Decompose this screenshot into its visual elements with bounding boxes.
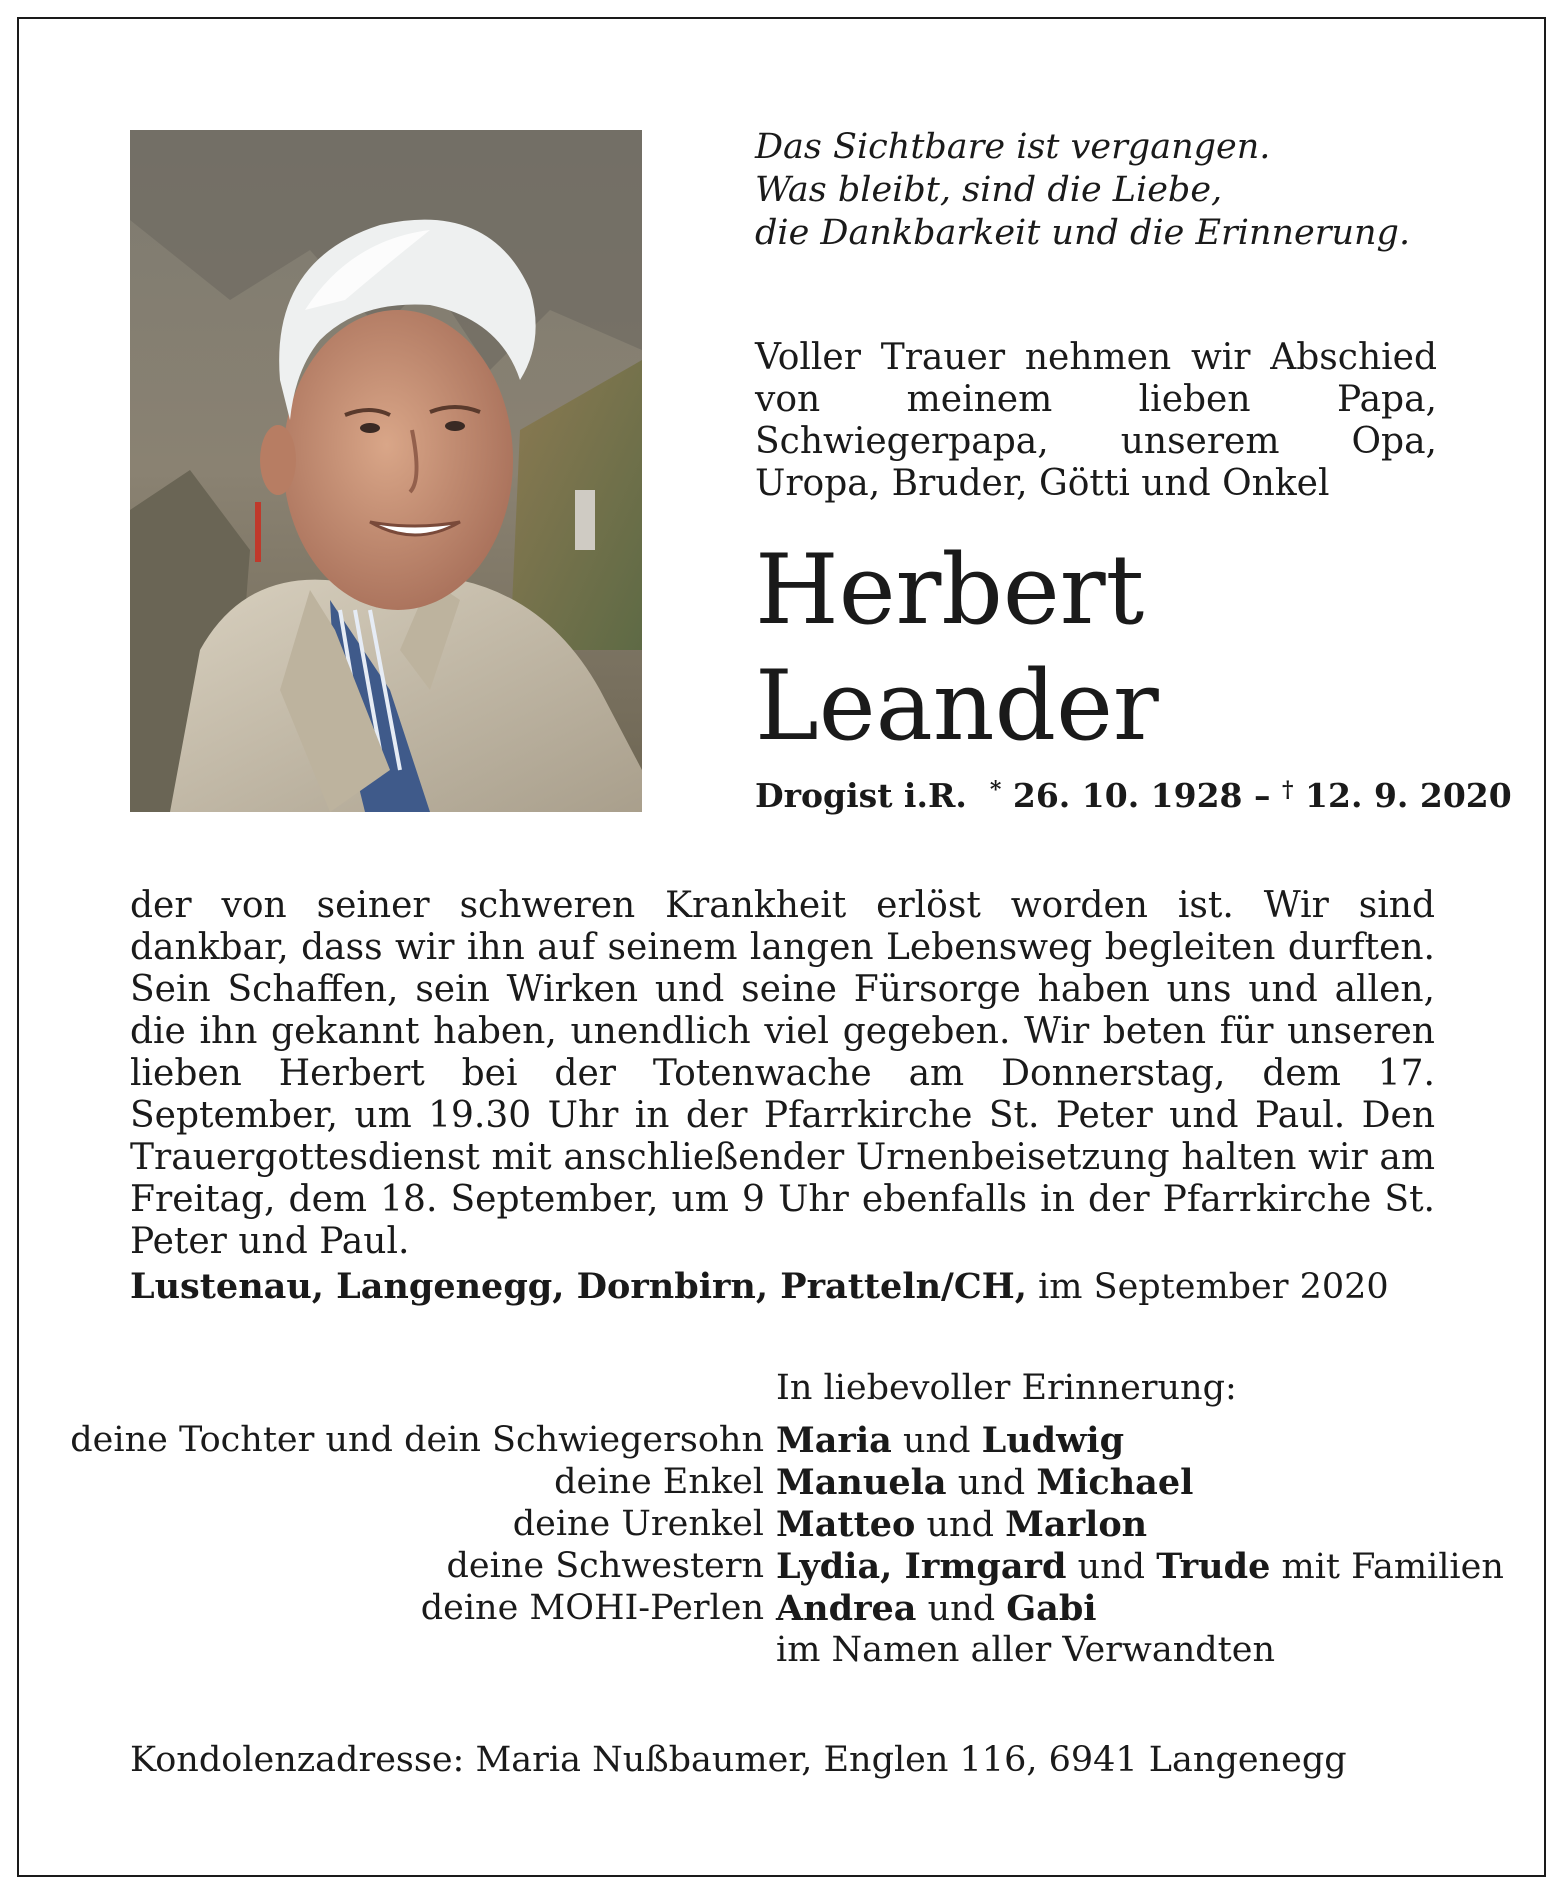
- family-name-1: Maria: [776, 1420, 892, 1461]
- family-name-1: Manuela: [776, 1462, 947, 1503]
- family-name-2: Gabi: [1006, 1588, 1097, 1629]
- death-date: 12. 9. 2020: [1305, 776, 1512, 815]
- family-names: [776, 1588, 1097, 1629]
- family-relation: deine Enkel: [554, 1462, 764, 1502]
- place-and-date: [130, 1266, 1389, 1307]
- family-heading: In liebevoller Erinnerung:: [776, 1368, 1237, 1408]
- family-name-1: Lydia, Irmgard: [776, 1546, 1067, 1587]
- family-conjunction: und: [1077, 1547, 1146, 1587]
- family-names: [776, 1504, 1147, 1545]
- first-name: Herbert: [755, 534, 1145, 646]
- family-row: [0, 1504, 1567, 1546]
- family-name-1: Matteo: [776, 1504, 916, 1545]
- motto-line: Was bleibt, sind die Liebe,: [755, 170, 1223, 210]
- life-dates: [755, 776, 1512, 815]
- family-relation: deine MOHI-Perlen: [420, 1588, 764, 1628]
- family-closing: im Namen aller Verwandten: [776, 1630, 1275, 1670]
- family-conjunction: und: [902, 1421, 971, 1461]
- deceased-name: [755, 532, 1159, 764]
- portrait-photo: [130, 130, 642, 812]
- body-paragraph: der von seiner schweren Krankheit erlöst worden ist. Wir sind dankbar, dass wir ihn auf seinem langen Lebensweg begleiten durften. Sein Schaffen, sein Wirken und seine Fürsorge haben uns und allen, die ihn gekannt haben, unendlich viel gegeben. Wir beten für unseren lieben Herbert bei der Totenwache am Donnerstag, dem 17. September, um 19.30 Uhr in der Pfarrkirche St. Peter und Paul. Den Trauergottesdienst mit anschließender Urnenbeisetzung halten wir am Freitag, dem 18. September, um 9 Uhr ebenfalls in der Pfarrkirche St. Peter und Paul.: [130, 885, 1435, 1262]
- family-relation: deine Urenkel: [512, 1504, 764, 1544]
- family-relation: deine Tochter und dein Schwiegersohn: [70, 1420, 764, 1460]
- family-name-2: Trude: [1156, 1546, 1271, 1587]
- condolence-address: Kondolenzadresse: Maria Nußbaumer, Englen 116, 6941 Langenegg: [130, 1740, 1347, 1780]
- family-names: [776, 1462, 1193, 1503]
- notice-date: im September 2020: [1038, 1267, 1389, 1307]
- portrait-illustration: [130, 130, 642, 812]
- intro-text: Voller Trauer nehmen wir Abschied von meinem lieben Papa, Schwiegerpapa, unserem Opa, Uropa, Bruder, Götti und Onkel: [755, 337, 1437, 504]
- family-conjunction: und: [926, 1505, 995, 1545]
- family-relation: deine Schwestern: [446, 1546, 764, 1586]
- places: Lustenau, Langenegg, Dornbirn, Pratteln/CH,: [130, 1266, 1027, 1307]
- family-conjunction: und: [957, 1463, 1026, 1503]
- family-row: [0, 1546, 1567, 1588]
- last-name: Leander: [755, 650, 1159, 762]
- death-symbol: †: [1282, 777, 1294, 803]
- occupation: Drogist i.R.: [755, 776, 967, 815]
- family-row: [0, 1462, 1567, 1504]
- birth-symbol: *: [989, 777, 1002, 803]
- birth-date: 26. 10. 1928: [1012, 776, 1243, 815]
- family-row: [0, 1588, 1567, 1630]
- family-name-2: Ludwig: [981, 1420, 1125, 1461]
- motto-quote: [755, 126, 1475, 255]
- family-name-1: Andrea: [776, 1588, 917, 1629]
- family-names: [776, 1546, 1504, 1587]
- date-dash: –: [1254, 776, 1271, 815]
- motto-line: Das Sichtbare ist vergangen.: [755, 127, 1271, 167]
- family-names: [776, 1420, 1124, 1461]
- family-suffix: mit Familien: [1281, 1547, 1504, 1587]
- family-name-2: Marlon: [1005, 1504, 1148, 1545]
- family-name-2: Michael: [1036, 1462, 1194, 1503]
- motto-line: die Dankbarkeit und die Erinnerung.: [755, 213, 1411, 253]
- family-row: [0, 1420, 1567, 1462]
- family-conjunction: und: [927, 1589, 996, 1629]
